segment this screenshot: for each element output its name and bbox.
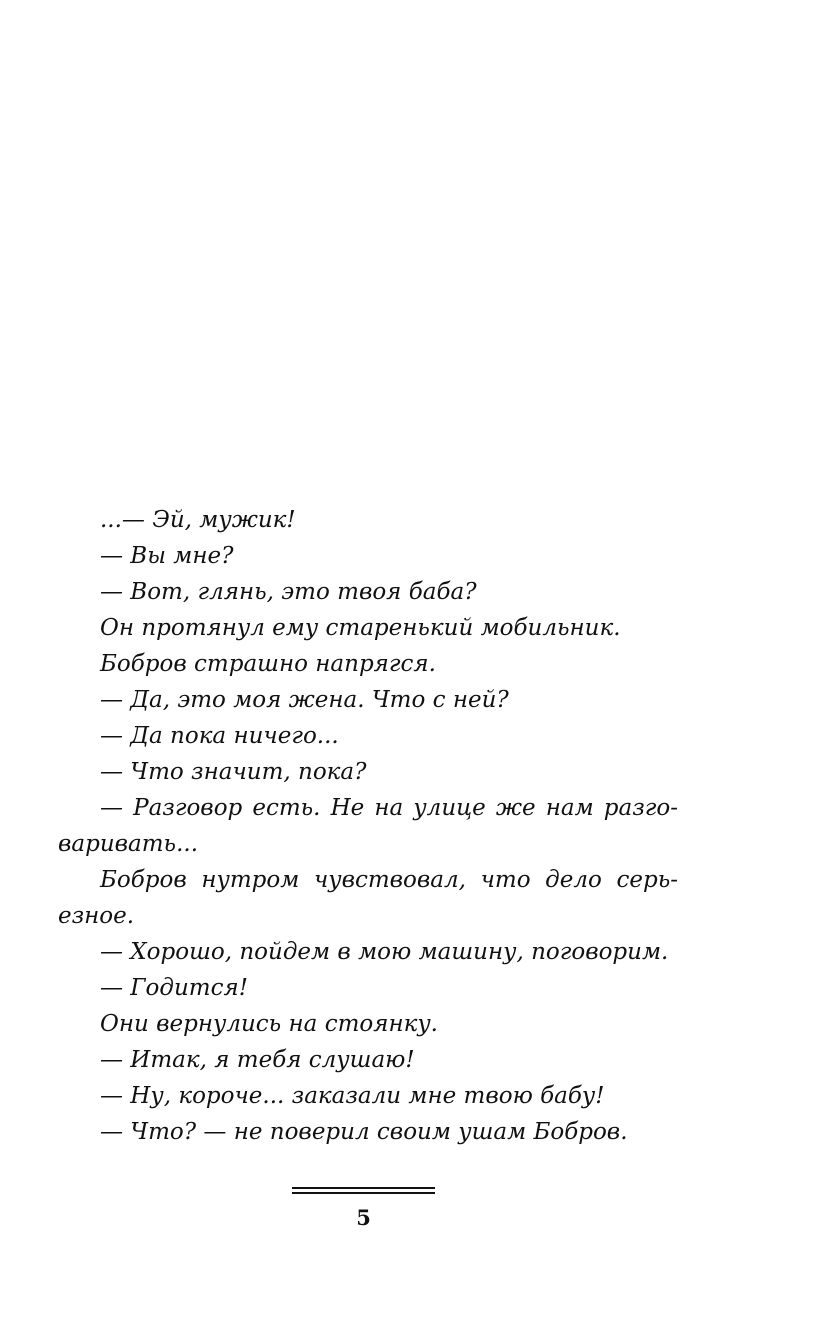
page-number: 5 <box>356 1205 371 1230</box>
text-line: — Хорошо, пойдем в мою машину, поговорим. <box>100 939 669 965</box>
text-line: — Итак, я тебя слушаю! <box>100 1047 415 1073</box>
text-line: езное. <box>58 903 135 929</box>
body-text <box>58 502 678 1150</box>
text-line: Бобров страшно напрягся. <box>100 651 436 677</box>
text-line: Они вернулись на стоянку. <box>100 1011 438 1037</box>
text-line: — Вы мне? <box>100 543 234 569</box>
text-line: — Ну, короче... заказали мне твою бабу! <box>100 1083 605 1109</box>
text-line: — Да, это моя жена. Что с ней? <box>100 687 509 713</box>
text-line: — Вот, глянь, это твоя баба? <box>100 579 477 605</box>
footer-rule-top <box>292 1187 435 1189</box>
text-line: варивать... <box>58 831 198 857</box>
text-line: — Что? — не поверил своим ушам Бобров. <box>100 1119 628 1145</box>
text-line: — Да пока ничего... <box>100 723 339 749</box>
text-line: ...— Эй, мужик! <box>100 507 296 533</box>
footer-rule-bottom <box>292 1192 435 1194</box>
text-line: Бобров нутром чувствовал, что дело серь- <box>100 867 678 893</box>
text-line: — Что значит, пока? <box>100 759 367 785</box>
text-line: Он протянул ему старенький мобильник. <box>100 615 621 641</box>
text-line: — Разговор есть. Не на улице же нам разго- <box>100 795 678 821</box>
text-line: — Годится! <box>100 975 248 1001</box>
